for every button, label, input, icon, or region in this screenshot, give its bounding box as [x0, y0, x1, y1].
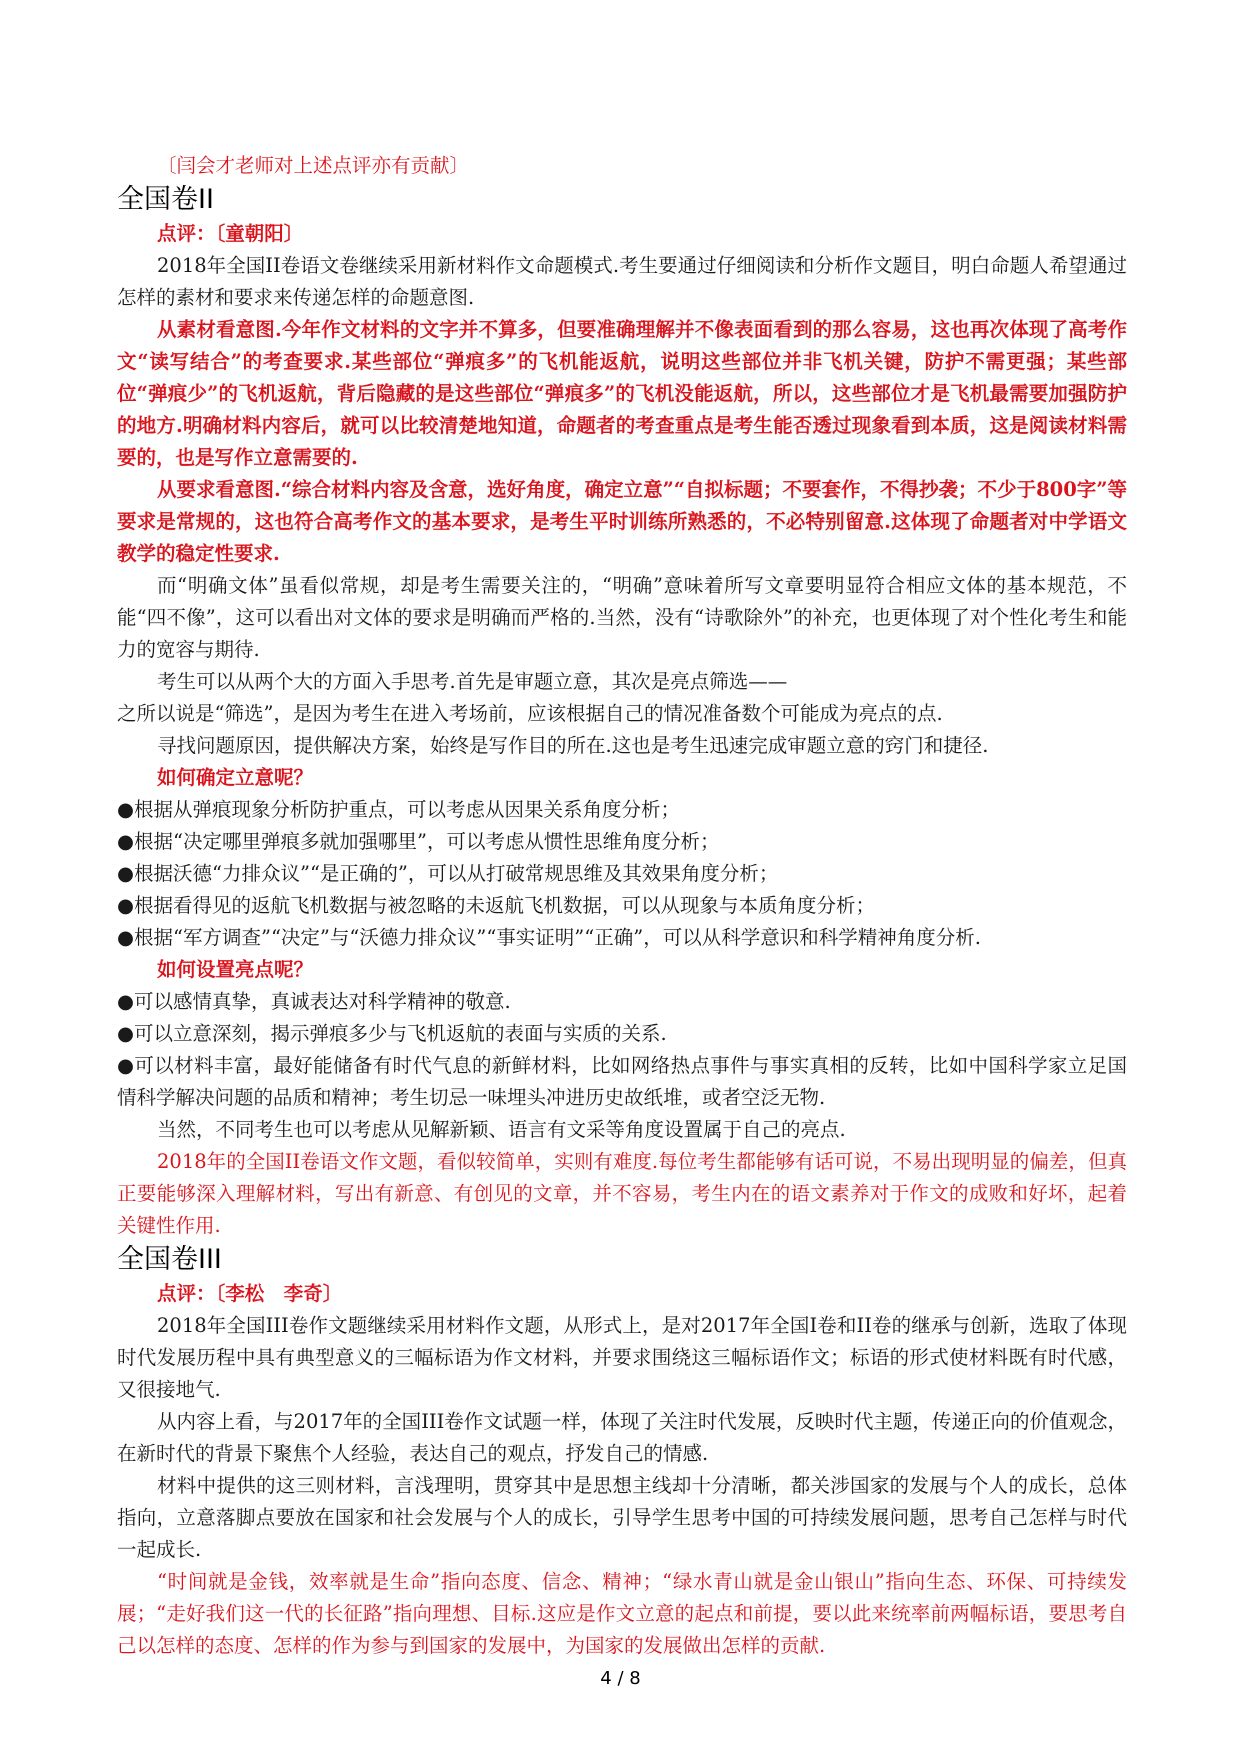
paragraph: 从内容上看，与2017年的全国III卷作文试题一样，体现了关注时代发展，反映时代主题，传递正向的价值观念，在新时代的背景下聚焦个人经验，表达自己的观点，抒发自己的情感.	[117, 1410, 1127, 1465]
page-number: 4 / 8	[600, 1668, 641, 1689]
page-content	[117, 150, 1127, 1662]
list-item: ●根据“决定哪里弹痕多就加强哪里”，可以考虑从惯性思维角度分析；	[117, 830, 720, 853]
section-heading-paper-2: 全国卷II	[117, 184, 214, 215]
contribution-note: 〔闫会才老师对上述点评亦有贡献〕	[157, 154, 470, 177]
paragraph-requirement-intent: 从要求看意图.“综合材料内容及含意，选好角度，确定立意”“自拟标题；不要套作，不得抄袭；不少于800字”等要求是常规的，这也符合高考作文的基本要求，是考生平时训练所熟悉的，不必特别留意.这体现了命题者对中学语文教学的稳定性要求.	[117, 478, 1127, 565]
bullet-icon: ●	[117, 798, 135, 821]
question-heading: 如何确定立意呢？	[157, 766, 314, 789]
bullet-icon: ●	[117, 1022, 135, 1045]
list-item: ●可以感情真挚，真诚表达对科学精神的敬意.	[117, 990, 511, 1013]
section-heading-paper-3: 全国卷III	[117, 1244, 222, 1275]
bullet-icon: ●	[117, 926, 135, 949]
paragraph: 考生可以从两个大的方面入手思考.首先是审题立意，其次是亮点筛选——	[157, 670, 788, 693]
paragraph: 2018年全国II卷语文卷继续采用新材料作文命题模式.考生要通过仔细阅读和分析作文题目，明白命题人希望通过怎样的素材和要求来传递怎样的命题意图.	[117, 254, 1127, 309]
list-item: ●根据沃德“力排众议”“是正确的”，可以从打破常规思维及其效果角度分析；	[117, 862, 779, 885]
list-item: ●可以立意深刻，揭示弹痕多少与飞机返航的表面与实质的关系.	[117, 1022, 667, 1045]
bullet-list-theme	[117, 794, 1127, 954]
list-item: ●根据从弹痕现象分析防护重点，可以考虑从因果关系角度分析；	[117, 798, 681, 821]
bullet-icon: ●	[117, 990, 135, 1013]
bullet-icon: ●	[117, 1054, 135, 1077]
bullet-list-highlights	[117, 986, 1127, 1114]
paragraph: 2018年全国III卷作文题继续采用材料作文题，从形式上，是对2017年全国Ⅰ卷和II卷的继承与创新，选取了体现时代发展历程中具有典型意义的三幅标语为作文材料，并要求围绕这三幅标语作文；标语的形式使材料既有时代感，又很接地气.	[117, 1314, 1127, 1401]
list-item: ●根据“军方调查”“决定”与“沃德力排众议”“事实证明”“正确”，可以从科学意识和科学精神角度分析.	[117, 926, 981, 949]
paragraph: 之所以说是“筛选”，是因为考生在进入考场前，应该根据自己的情况准备数个可能成为亮点的点.	[117, 702, 943, 725]
paragraph-material-intent: 从素材看意图.今年作文材料的文字并不算多，但要准确理解并不像表面看到的那么容易，这也再次体现了高考作文“读写结合”的考查要求.某些部位“弹痕多”的飞机能返航，说明这些部位并非飞机关键，防护不需更强；某些部位“弹痕少”的飞机返航，背后隐藏的是这些部位“弹痕多”的飞机没能返航，所以，这些部位才是飞机最需要加强防护的地方.明确材料内容后，就可以比较清楚地知道，命题者的考查重点是考生能否透过现象看到本质，这是阅读材料需要的，也是写作立意需要的.	[117, 318, 1127, 469]
commenter-line: 点评：〔李松 李奇〕	[157, 1282, 343, 1305]
question-heading: 如何设置亮点呢？	[157, 958, 314, 981]
bullet-icon: ●	[117, 894, 135, 917]
paragraph-summary: 2018年的全国II卷语文作文题，看似较简单，实则有难度.每位考生都能够有话可说，不易出现明显的偏差，但真正要能够深入理解材料，写出有新意、有创见的文章，并不容易，考生内在的语文素养对于作文的成败和好坏，起着关键性作用.	[117, 1150, 1127, 1237]
bullet-icon: ●	[117, 862, 135, 885]
paragraph: 材料中提供的这三则材料，言浅理明，贯穿其中是思想主线却十分清晰，都关涉国家的发展与个人的成长，总体指向，立意落脚点要放在国家和社会发展与个人的成长，引导学生思考中国的可持续发展问题，思考自己怎样与时代一起成长.	[117, 1474, 1127, 1561]
paragraph: 寻找问题原因，提供解决方案，始终是写作目的所在.这也是考生迅速完成审题立意的窍门和捷径.	[157, 734, 989, 757]
paragraph: 当然，不同考生也可以考虑从见解新颖、语言有文采等角度设置属于自己的亮点.	[157, 1118, 846, 1141]
commenter-line: 点评：〔童朝阳〕	[157, 222, 304, 245]
paragraph-slogans: “时间就是金钱，效率就是生命”指向态度、信念、精神；“绿水青山就是金山银山”指向生态、环保、可持续发展；“走好我们这一代的长征路”指向理想、目标.这应是作文立意的起点和前提，要以此来统率前两幅标语，要思考自己以怎样的态度、怎样的作为参与到国家的发展中，为国家的发展做出怎样的贡献.	[117, 1570, 1127, 1657]
bullet-icon: ●	[117, 830, 135, 853]
list-item: ●根据看得见的返航飞机数据与被忽略的未返航飞机数据，可以从现象与本质角度分析；	[117, 894, 876, 917]
list-item: ●可以材料丰富，最好能储备有时代气息的新鲜材料，比如网络热点事件与事实真相的反转，比如中国科学家立足国情科学解决问题的品质和精神；考生切忌一味埋头冲进历史故纸堆，或者空泛无物.	[117, 1054, 1127, 1109]
paragraph: 而“明确文体”虽看似常规，却是考生需要关注的，“明确”意味着所写文章要明显符合相应文体的基本规范，不能“四不像”，这可以看出对文体的要求是明确而严格的.当然，没有“诗歌除外”的补充，也更体现了对个性化考生和能力的宽容与期待.	[117, 574, 1127, 661]
